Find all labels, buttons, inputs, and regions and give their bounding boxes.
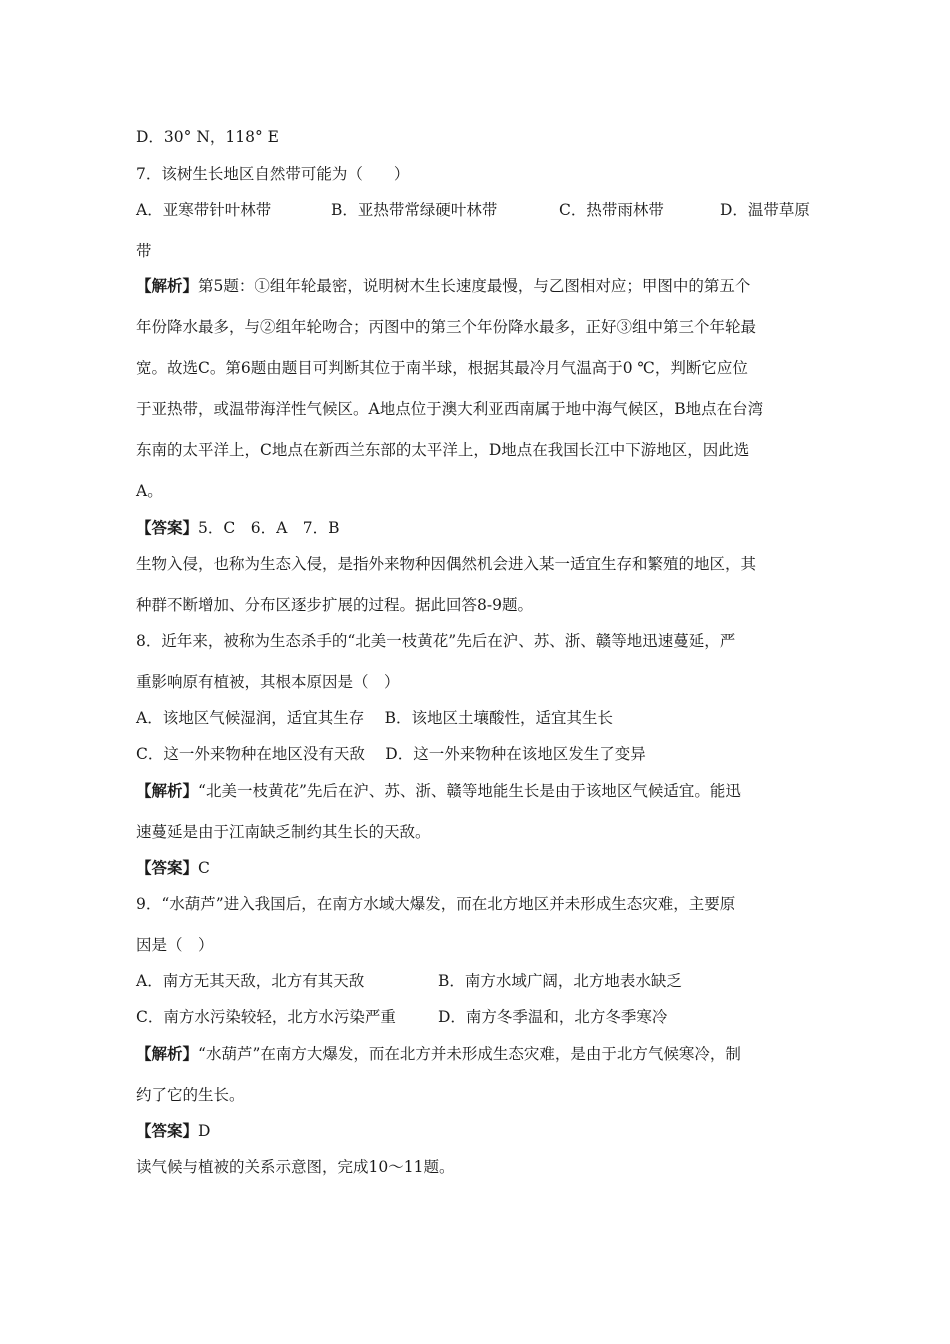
q9-stem-line: 因是（ ） xyxy=(136,936,214,954)
answer-text: D xyxy=(198,1122,211,1140)
q7-option-b: B．亚热带常绿硬叶林带 xyxy=(331,201,498,219)
q7-option-d-cont: 带 xyxy=(136,242,152,260)
analysis-tag: 【解析】 xyxy=(136,781,199,800)
q7-option-c: C．热带雨林带 xyxy=(559,201,664,219)
q9-option-a: A．南方无其天敌，北方有其天敌 xyxy=(136,972,365,990)
answer-8 xyxy=(136,857,210,879)
q8-stem-line: 重影响原有植被，其根本原因是（ ） xyxy=(136,673,400,691)
analysis-5-7-line: 年份降水最多，与②组年轮吻合；丙图中的第三个年份降水最多，正好③组中第三个年轮最 xyxy=(136,318,757,336)
q6-option-d: D．30° N，118° E xyxy=(136,128,279,146)
analysis-8-line xyxy=(136,780,741,802)
answer-tag: 【答案】 xyxy=(136,1121,199,1140)
intro-8-9-line: 生物入侵，也称为生态入侵，是指外来物种因偶然机会进入某一适宜生存和繁殖的地区，其 xyxy=(136,555,757,573)
analysis-5-7-line: 东南的太平洋上，C地点在新西兰东部的太平洋上，D地点在我国长江中下游地区，因此选 xyxy=(136,441,750,459)
answer-9 xyxy=(136,1120,210,1142)
q8-options-row2: C．这一外来物种在地区没有天敌 D．这一外来物种在该地区发生了变异 xyxy=(136,745,646,763)
q7-option-a: A．亚寒带针叶林带 xyxy=(136,201,272,219)
answer-text: C xyxy=(198,859,210,877)
answer-tag: 【答案】 xyxy=(136,858,199,877)
intro-10-11: 读气候与植被的关系示意图，完成10～11题。 xyxy=(136,1158,455,1176)
answer-text: 5．C 6．A 7．B xyxy=(198,519,340,537)
q9-option-b: B．南方水域广阔，北方地表水缺乏 xyxy=(438,972,682,990)
q7-stem: 7．该树生长地区自然带可能为（ ） xyxy=(136,165,410,183)
intro-8-9-line: 种群不断增加、分布区逐步扩展的过程。据此回答8-9题。 xyxy=(136,596,533,614)
analysis-5-7-line: 宽。故选C。第6题由题目可判断其位于南半球，根据其最冷月气温高于0 ℃，判断它应位 xyxy=(136,359,748,377)
answer-5-7 xyxy=(136,517,340,539)
analysis-9-line: 约了它的生长。 xyxy=(136,1086,245,1104)
analysis-8-line: 速蔓延是由于江南缺乏制约其生长的天敌。 xyxy=(136,823,431,841)
analysis-5-7-line xyxy=(136,275,750,297)
q8-stem-line: 8．近年来，被称为生态杀手的“北美一枝黄花”先后在沪、苏、浙、赣等地迅速蔓延，严 xyxy=(136,632,736,650)
analysis-5-7-line: 于亚热带，或温带海洋性气候区。A地点位于澳大利亚西南属于地中海气候区，B地点在台湾 xyxy=(136,400,764,418)
analysis-tag: 【解析】 xyxy=(136,1044,199,1063)
analysis-5-7-line: A。 xyxy=(136,482,163,500)
analysis-9-line xyxy=(136,1043,741,1065)
analysis-text: “北美一枝黄花”先后在沪、苏、浙、赣等地能生长是由于该地区气候适宜。能迅 xyxy=(198,782,741,800)
q7-option-d: D．温带草原 xyxy=(720,201,810,219)
analysis-text: “水葫芦”在南方大爆发，而在北方并未形成生态灾难，是由于北方气候寒冷，制 xyxy=(198,1045,741,1063)
q9-stem-line: 9．“水葫芦”进入我国后，在南方水域大爆发，而在北方地区并未形成生态灾难，主要原 xyxy=(136,895,736,913)
q8-options-row1: A．该地区气候湿润，适宜其生存 B．该地区土壤酸性，适宜其生长 xyxy=(136,709,614,727)
q9-option-d: D．南方冬季温和，北方冬季寒冷 xyxy=(438,1008,668,1026)
analysis-text: 第5题：①组年轮最密，说明树木生长速度最慢，与乙图相对应；甲图中的第五个 xyxy=(198,277,751,295)
analysis-tag: 【解析】 xyxy=(136,276,199,295)
q9-option-c: C．南方水污染较轻，北方水污染严重 xyxy=(136,1008,396,1026)
answer-tag: 【答案】 xyxy=(136,518,199,537)
